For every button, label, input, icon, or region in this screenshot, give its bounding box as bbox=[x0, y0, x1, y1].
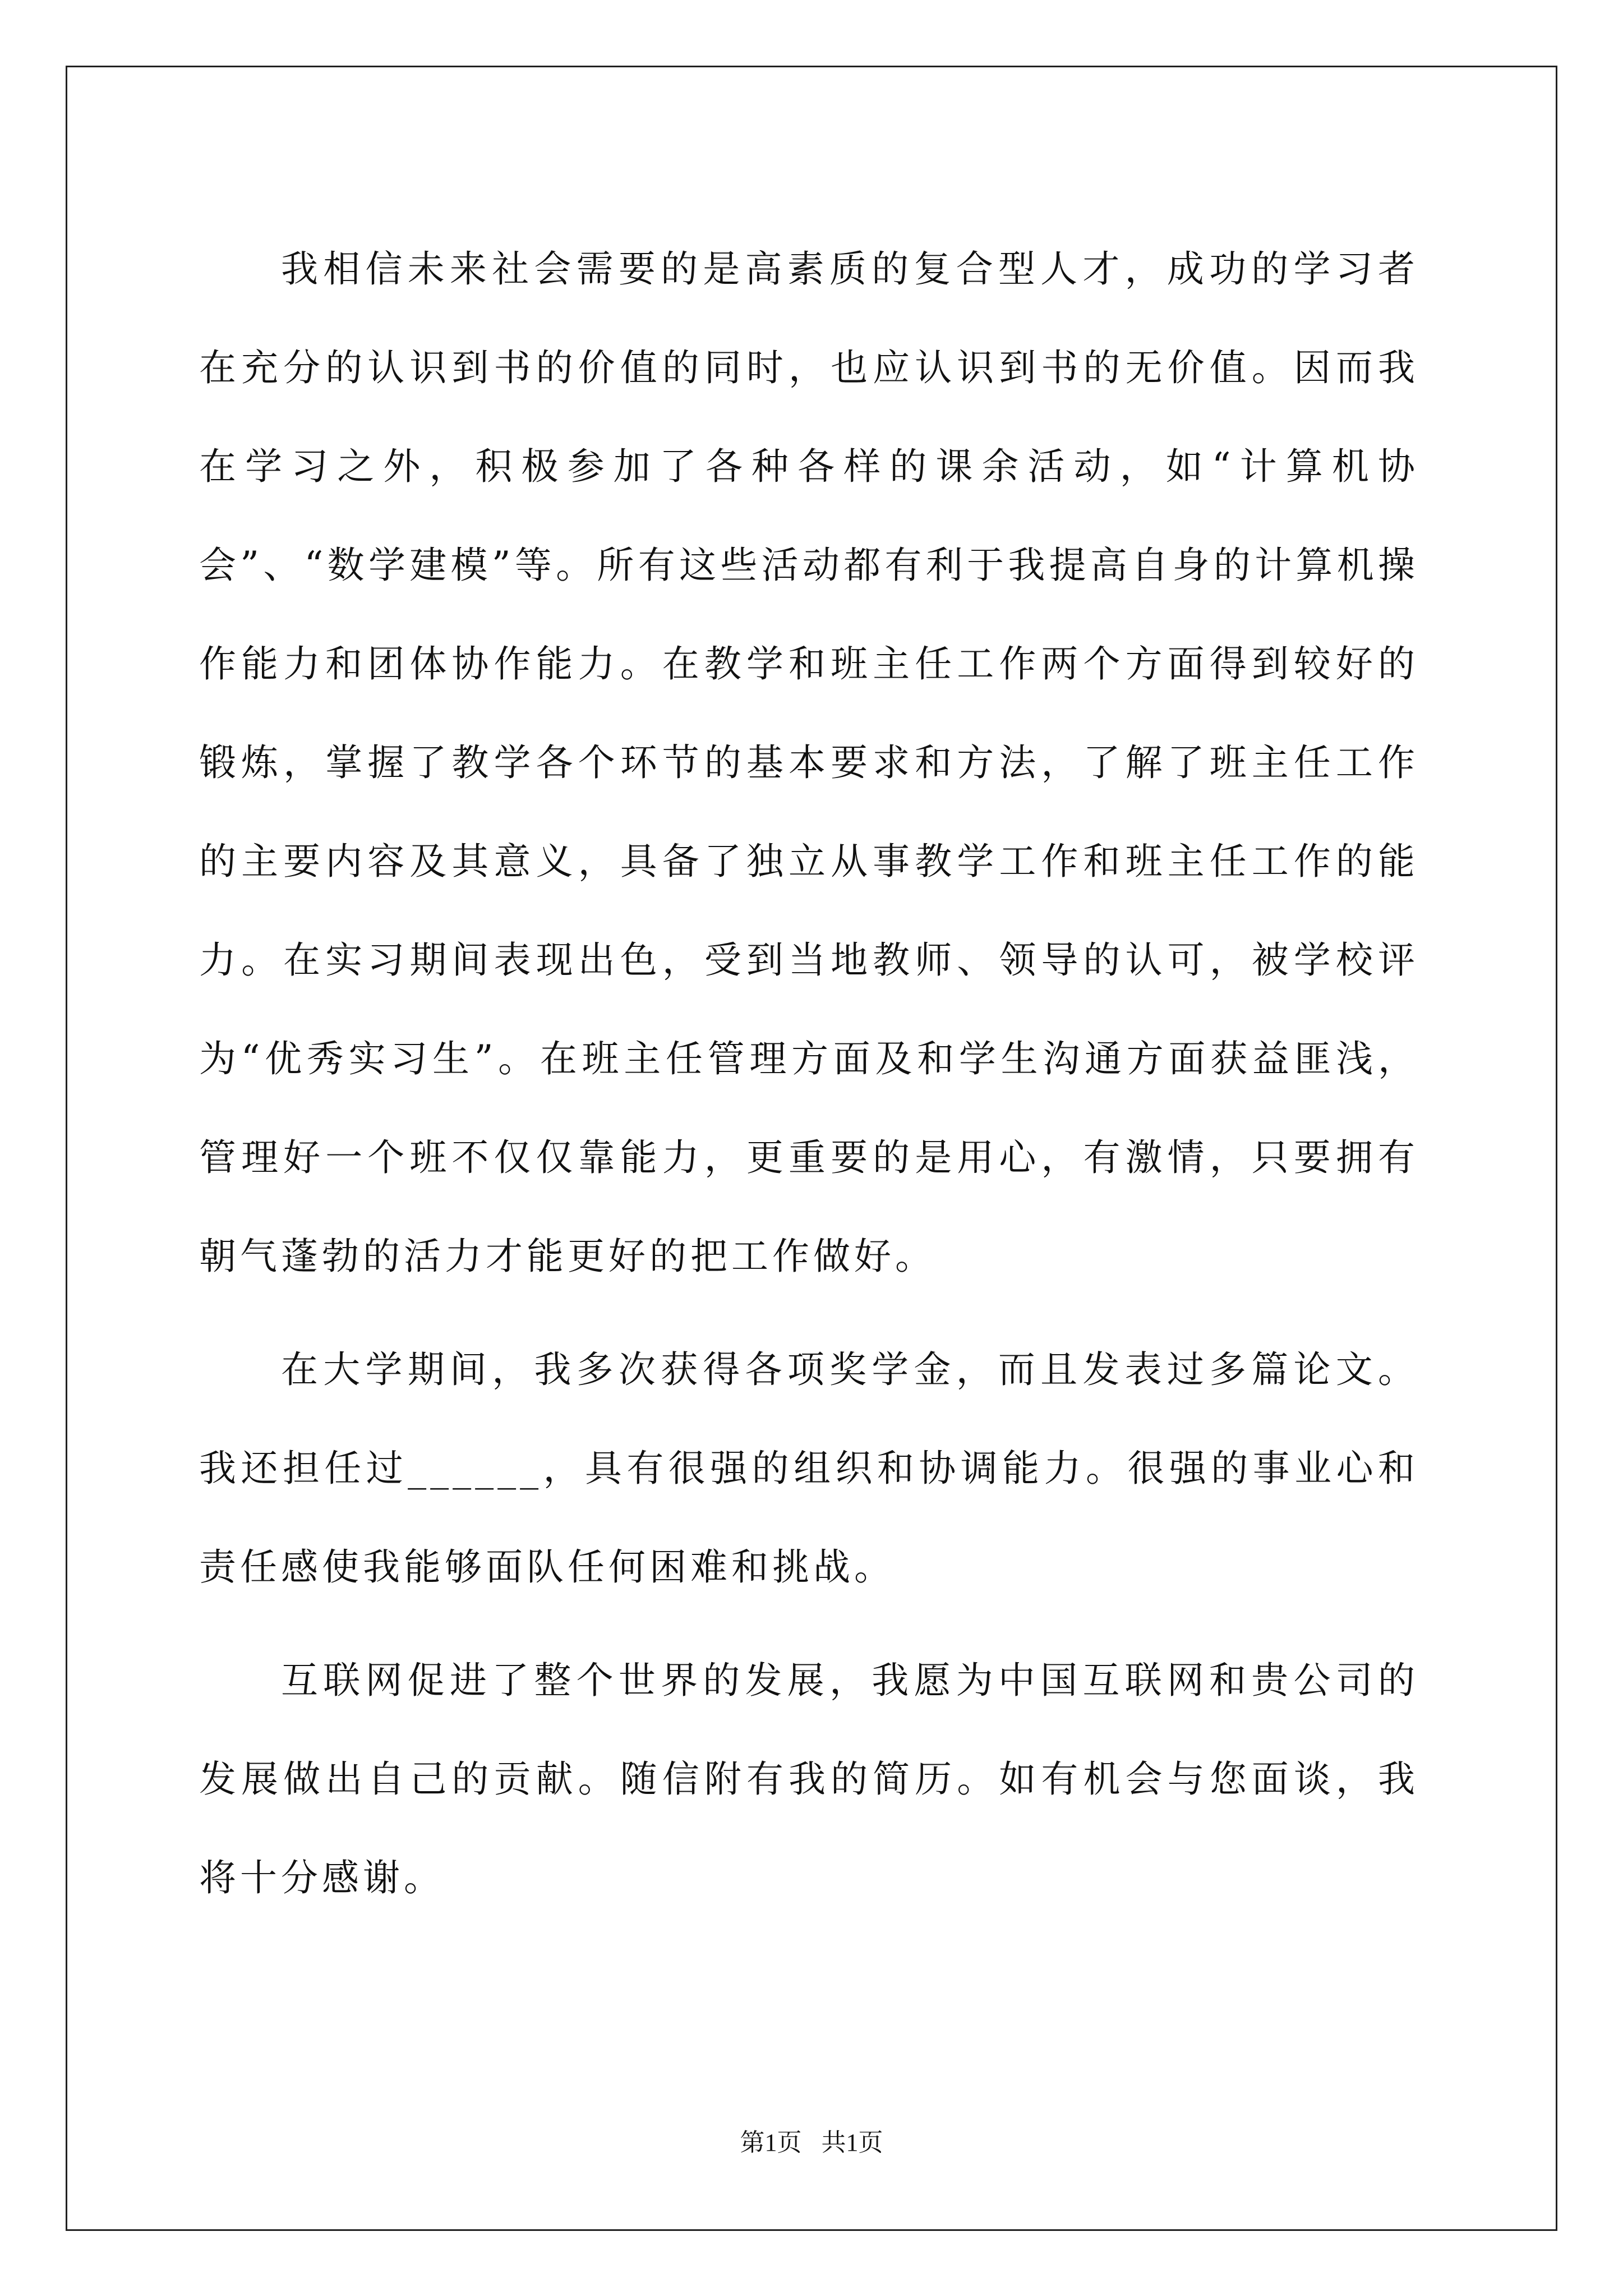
page-footer bbox=[0, 2126, 1623, 2160]
letter-body bbox=[199, 220, 1419, 1942]
page-number: 第1页 bbox=[740, 2129, 802, 2156]
paragraph-achievements: 在大学期间，我多次获得各项奖学金，而且发表过多篇论文。我还担任过______，具有很强的组织和协调能力。很强的事业心和责任感使我能够面队任何困难和挑战。 bbox=[199, 1348, 1419, 1589]
paragraph-experience: 我相信未来社会需要的是高素质的复合型人才，成功的学习者在充分的认识到书的价值的同时，也应认识到书的无价值。因而我在学习之外，积极参加了各种各样的课余活动，如“计算机协会”、“数学建模”等。所有这些活动都有利于我提高自身的计算机操作能力和团体协作能力。在教学和班主任工作两个方面得到较好的锻炼，掌握了教学各个环节的基本要求和方法，了解了班主任工作的主要内容及其意义，具备了独立从事教学工作和班主任工作的能力。在实习期间表现出色，受到当地教师、领导的认可，被学校评为“优秀实习生”。在班主任管理方面及和学生沟通方面获益匪浅，管理好一个班不仅仅靠能力，更重要的是用心，有激情，只要拥有朝气蓬勃的活力才能更好的把工作做好。 bbox=[199, 247, 1419, 1278]
paragraph-closing: 互联网促进了整个世界的发展，我愿为中国互联网和贵公司的发展做出自己的贡献。随信附有我的简历。如有机会与您面谈，我将十分感谢。 bbox=[199, 1659, 1419, 1899]
page-total: 共1页 bbox=[821, 2129, 883, 2156]
